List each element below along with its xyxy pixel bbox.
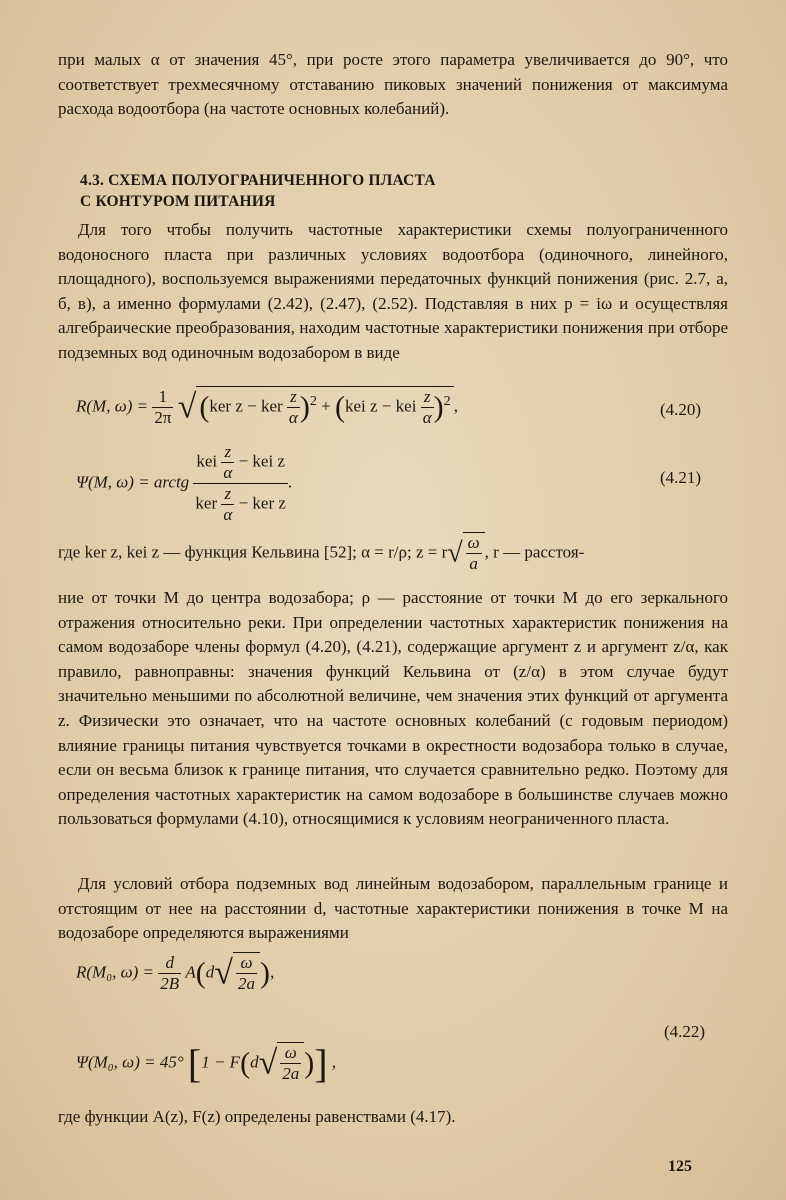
eq422-radicand2	[277, 1042, 304, 1084]
eq422-2a1: 2a	[237, 974, 255, 993]
paragraph-kelvin-line	[58, 532, 584, 574]
eq421-numerator	[193, 442, 288, 484]
paragraph-intro: при малых α от значения 45°, при росте этого параметра увеличивается до 90°, что соответствует трехмесячному отставанию пиковых значений понижения от максимума расхода водоотбора (на частоте основных колебаний).	[58, 50, 728, 119]
eq420-radical: √	[177, 388, 197, 426]
page-number: 125	[668, 1158, 692, 1175]
eq422-omega2: ω	[280, 1043, 301, 1064]
eq420-coef	[152, 387, 173, 428]
eq420-kei-term: kei z − kei	[345, 396, 417, 416]
eq420-twopi: 2π	[154, 408, 172, 427]
eq420-radicand: (ker z − ker $\frac{z}{\alpha}$ )$^2$ + (kei z − kei $\frac{z}{\alpha}$ )$^2$	[196, 386, 453, 428]
eq421-num-rest: − kei z	[238, 451, 285, 471]
eq420-one: 1	[152, 387, 173, 408]
section-heading-line2: С КОНТУРОМ ПИТАНИЯ	[80, 193, 276, 210]
inline-radicand	[463, 532, 485, 574]
eq420-z1: z	[287, 387, 300, 408]
eq421-fraction	[193, 442, 288, 525]
paragraph-kelvin-discussion: ние от точки M до центра водозабора; ρ — расстояние от точки M до его зеркального отражения относительно реки. При определении частотных характеристик понижения на самом водозаборе члены формул (4.20), (4.21), содержащие аргумент z и аргумент z/α, как правило, равноправны: значения функций Кельвина от (z/α) в этом случае будут значительно меньшими по абсолютной величине, чем значения этих функций от аргумента z. Физически это означает, что на частоте основных колебаний (с годовым периодом) влияние границы питания чувствуется точками в окрестности водозабора только в случае, если он весьма близок к границе питания, что случается сравнительно редко. Поэтому для определения частотных характеристик на самом водозаборе в большинстве случаев можно пользоваться формулами (4.10), относящимися к условиям неограниченного пласта.	[58, 588, 728, 829]
eq421-lhs: Ψ(M, ω) = arctg	[76, 472, 190, 492]
paragraph-linear-intake: Для условий отбора подземных вод линейным водозабором, параллельным границе и отстоящим от нее на расстоянии d, частотные характеристики понижения в точке M на водозаборе определяются выражениями	[58, 874, 728, 943]
eq422-radical1: √	[214, 954, 233, 992]
eq422-2a2: 2a	[282, 1064, 300, 1083]
section-heading-line1: 4.3. СХЕМА ПОЛУОГРАНИЧЕННОГО ПЛАСТА	[80, 172, 436, 189]
equation-4-20	[76, 386, 458, 428]
eq422-d-arg2: d	[250, 1052, 259, 1072]
inline-radical: √	[447, 537, 463, 569]
eq422-omega1: ω	[236, 953, 257, 974]
eq421-den-z: z	[221, 484, 234, 505]
eq422-lhs1: R(M₀, ω) =	[76, 962, 155, 982]
eq421-num-kei: kei	[196, 451, 218, 471]
eq420-sq2: 2	[443, 392, 451, 409]
eq420-sq1: 2	[309, 392, 317, 409]
eq422-a-func: A	[185, 962, 196, 982]
eq420-z2: z	[421, 387, 434, 408]
eq422-radicand1	[233, 952, 260, 994]
eq422-comma: ,	[331, 1052, 337, 1072]
eq420-alpha2: α	[422, 408, 432, 427]
eq422-2b: 2B	[160, 974, 180, 993]
equation-4-22-first: R(M₀, ω) = $\frac{d}{2B}$ A(d√ $\frac{\omega}{2a}$ ),	[76, 953, 275, 993]
eq420-comma: ,	[453, 396, 458, 416]
inline-omega: ω	[467, 533, 480, 552]
eq420-alpha1: α	[288, 408, 298, 427]
eq421-den-ker: ker	[195, 493, 218, 513]
paragraph-transfer-functions: Для того чтобы получить частотные характеристики схемы полуограниченного водоносного пласта при различных условиях водоотбора (одиночного, линейного, площадного), воспользуемся выражениями передаточных функций понижения (рис. 2.7, а, б, в), а именно формулами (2.42), (2.47), (2.52). Подставляя в них p = iω и осуществляя алгебраические преобразования, находим частотные характеристики понижения при отборе подземных вод одиночным водозабором в виде	[58, 220, 728, 362]
eq421-dot: .	[287, 472, 293, 492]
eq420-plus: +	[321, 396, 331, 416]
kelvin-definition-tail: , r — расстоя-	[484, 542, 585, 562]
kelvin-definition-text: где ker z, kei z — функция Кельвина [52]; α = r/ρ; z = r	[58, 542, 448, 562]
eq421-num-z: z	[221, 442, 234, 463]
eq422-d-arg1: d	[205, 962, 215, 982]
inline-a: a	[469, 554, 478, 573]
eq421-num-alpha: α	[223, 463, 233, 482]
eq422-lhs2: Ψ(M₀, ω) = 45°	[76, 1052, 184, 1072]
eq421-den-rest: − ker z	[238, 493, 286, 513]
equation-number-4-21: (4.21)	[660, 468, 702, 487]
eq420-ker-term: ker z − ker	[209, 396, 283, 416]
eq421-denominator	[193, 484, 288, 525]
paragraph-functions-defined: где функции A(z), F(z) определены равенствами (4.17).	[58, 1107, 456, 1126]
eq422-one-minus-f: 1 − F	[201, 1052, 241, 1072]
eq421-den-alpha: α	[223, 505, 233, 524]
eq422-radical2: √	[258, 1044, 278, 1082]
eq420-lhs: R(M, ω) =	[76, 396, 149, 416]
equation-number-4-22: (4.22)	[664, 1022, 706, 1041]
equation-4-22-second: Ψ(M₀, ω) = 45° [1 − F(d√ $\frac{\omega}{2a}$ )] ,	[76, 1041, 337, 1086]
equation-4-21	[76, 442, 292, 525]
equation-number-4-20: (4.20)	[660, 400, 702, 419]
eq422-d: d	[158, 953, 181, 974]
